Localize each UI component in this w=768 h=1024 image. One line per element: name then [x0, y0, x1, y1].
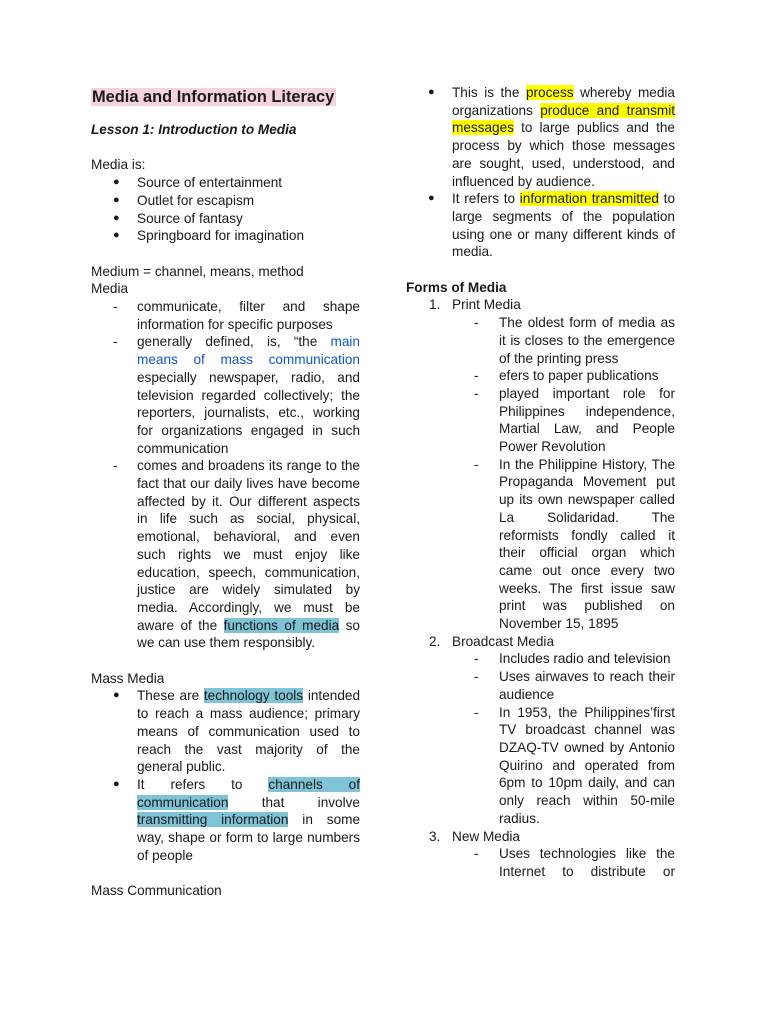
right-column [406, 84, 675, 881]
left-column [91, 84, 360, 900]
media-definition-2: - generally defined, is, “the main means of mass communication especially newspaper, radio, and television regarded collectively; the reporters, journalists, etc., working for organizations engaged in such communication [91, 333, 360, 457]
media-label: Media [91, 281, 129, 297]
print-media-item: 1. Print Media [429, 297, 521, 313]
highlight-information-transmitted: information transmitted [519, 191, 659, 207]
highlight-transmitting-information: transmitting information [137, 812, 289, 828]
broadcast-media-point: - Includes radio and television [406, 650, 675, 668]
media-is-item: ● Source of entertainment [91, 174, 360, 192]
media-definition-1: - communicate, filter and shape information for specific purposes [91, 298, 360, 333]
new-media-point: - Uses technologies like the Internet to distribute or [406, 845, 675, 880]
broadcast-media-item: 2. Broadcast Media [429, 633, 555, 649]
highlight-produce-and-transmit: produce and transmit messages [452, 102, 676, 136]
print-media-point: - efers to paper publications [406, 367, 675, 385]
mass-communication-item-2: ● It refers to information transmitted to large segments of the population using one or many different kinds of media. [406, 190, 675, 261]
mass-communication-label: Mass Communication [91, 883, 222, 899]
media-is-item: ● Springboard for imagination [91, 227, 360, 245]
print-media-point: - The oldest form of media as it is closes to the emergence of the printing press [406, 314, 675, 367]
new-media-item: 3. New Media [429, 828, 520, 844]
highlight-technology-tools: technology tools [203, 688, 304, 704]
media-is-item: ● Outlet for escapism [91, 192, 360, 210]
mass-media-item-2: ● It refers to channels of communication that involve transmitting information in some way, shape or form to large numbers of people [91, 776, 360, 865]
broadcast-media-point: - In 1953, the Philippines’first TV broadcast channel was DZAQ-TV owned by Antonio Quirino and operated from 6pm to 10pm daily, and can only reach within 50-mile radius. [406, 704, 675, 828]
mass-media-label: Mass Media [91, 670, 165, 686]
media-is-item: ● Source of fantasy [91, 210, 360, 228]
mass-media-item-1: ● These are technology tools intended to reach a mass audience; primary means of communication used to reach the vast majority of the general public. [91, 687, 360, 776]
print-media-point: - played important role for Philippines independence, Martial Law, and People Power Revolution [406, 385, 675, 456]
media-is-label: Media is: [91, 157, 146, 173]
highlight-process: process [525, 85, 574, 100]
highlight-channels-of-communication: channels of communication [137, 776, 360, 810]
highlight-functions-of-media: functions of media [223, 617, 340, 633]
broadcast-media-point: - Uses airwaves to reach their audience [406, 668, 675, 703]
forms-of-media-heading: Forms of Media [406, 279, 507, 295]
media-definition-3: - comes and broadens its range to the fact that our daily lives have become affected by it. Our different aspects in life such as social, physical, emotional, behavioral, and even such rights we must enjoy like education, speech, communication, justice are widely simulated by media. Accordingly, we must be aware of the functions of media so we can use them responsibly. [91, 457, 360, 652]
medium-definition: Medium = channel, means, method [91, 263, 304, 279]
mass-communication-item-1: ● This is the process whereby media organizations produce and transmit messages to large publics and the process by which those messages are sought, used, understood, and influenced by audience. [406, 84, 675, 190]
print-media-point: - In the Philippine History, The Propaganda Movement put up its own newspaper called La Solidaridad. The reformists fondly called it their official organ which came out once every two weeks. The first issue saw print was published on November 15, 1895 [406, 456, 675, 633]
lesson-heading: Lesson 1: Introduction to Media [91, 122, 297, 137]
main-means-link[interactable]: main means of mass communication [137, 334, 360, 368]
document-title: Media and Information Literacy [92, 88, 335, 106]
